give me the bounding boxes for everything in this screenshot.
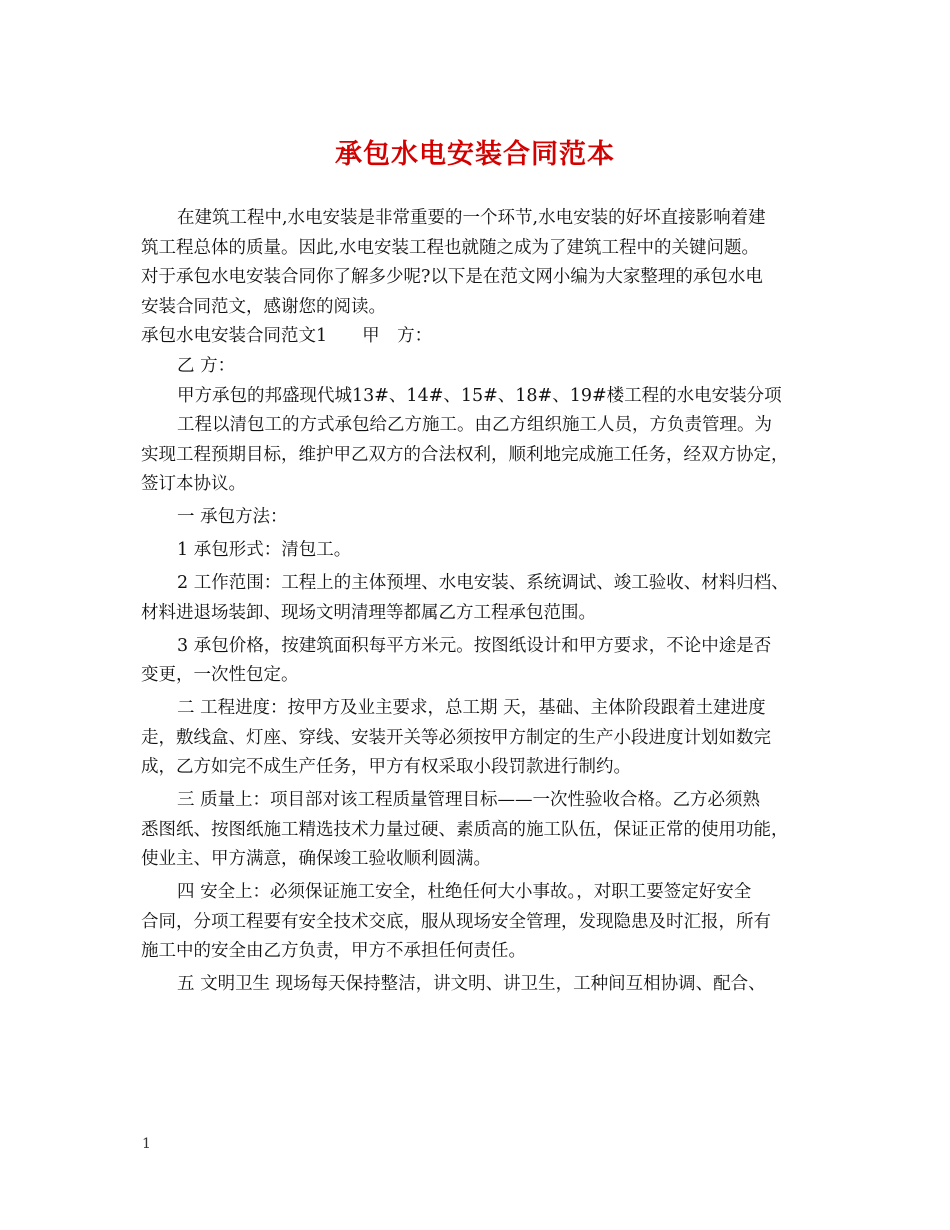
paragraph-line: 实现工程预期目标，维护甲乙双方的合法权利，顺利地完成施工任务，经双方协定， xyxy=(141,444,789,465)
paragraph-line: 3 承包价格，按建筑面积每平方米元。按图纸设计和甲方要求，不论中途是否 xyxy=(177,635,772,656)
page-title: 承包水电安装合同范本 xyxy=(335,139,615,170)
paragraph-line: 二 工程进度：按甲方及业主要求，总工期 天，基础、主体阶段跟着土建进度 xyxy=(177,697,766,718)
paragraph-line: 成，乙方如完不成生产任务，甲方有权采取小段罚款进行制约。 xyxy=(141,757,631,778)
paragraph-line: 施工中的安全由乙方负责，甲方不承担任何责任。 xyxy=(141,941,526,962)
paragraph-line: 安装合同范文，感谢您的阅读。 xyxy=(141,296,386,317)
paragraph-line: 变更，一次性包定。 xyxy=(141,665,299,686)
paragraph-line: 签订本协议。 xyxy=(141,474,246,495)
paragraph-line: 筑工程总体的质量。因此,水电安装工程也就随之成为了建筑工程中的关键问题。 xyxy=(141,237,760,258)
document-body xyxy=(141,204,813,1000)
paragraph-line: 走，敷线盒、灯座、穿线、安装开关等必须按甲方制定的生产小段进度计划如数完 xyxy=(141,727,771,748)
paragraph-line: 合同，分项工程要有安全技术交底，服从现场安全管理，发现隐患及时汇报，所有 xyxy=(141,911,771,932)
paragraph-line: 使业主、甲方满意，确保竣工验收顺利圆满。 xyxy=(141,849,491,870)
paragraph-line: 悉图纸、按图纸施工精选技术力量过硬、素质高的施工队伍，保证正常的使用功能， xyxy=(141,819,789,840)
paragraph-line: 工程以清包工的方式承包给乙方施工。由乙方组织施工人员，方负责管理。为 xyxy=(177,415,772,436)
paragraph-line: 甲方承包的邦盛现代城13#、14#、15#、18#、19#楼工程的水电安装分项 xyxy=(177,385,782,406)
section-heading: 承包水电安装合同范文1 甲 方： xyxy=(141,326,433,347)
paragraph-line: 2 工作范围：工程上的主体预埋、水电安装、系统调试、竣工验收、材料归档、 xyxy=(177,573,789,594)
paragraph-line: 材料进退场装卸、现场文明清理等都属乙方工程承包范围。 xyxy=(141,602,596,623)
paragraph-line: 乙 方： xyxy=(177,355,236,376)
page-number: 1 xyxy=(142,1136,151,1152)
paragraph-line: 对于承包水电安装合同你了解多少呢?以下是在范文网小编为大家整理的承包水电 xyxy=(141,267,763,288)
paragraph-line: 五 文明卫生 现场每天保持整洁，讲文明、讲卫生，工种间互相协调、配合、 xyxy=(177,974,766,995)
paragraph-line: 1 承包形式：清包工。 xyxy=(177,540,352,561)
paragraph-line: 四 安全上：必须保证施工安全，杜绝任何大小事故。，对职工要签定好安全 xyxy=(177,882,752,903)
paragraph-line: 三 质量上：项目部对该工程质量管理目标——一次性验收合格。乙方必须熟 xyxy=(177,790,761,811)
paragraph-line: 一 承包方法： xyxy=(177,507,288,528)
paragraph-line: 在建筑工程中,水电安装是非常重要的一个环节,水电安装的好坏直接影响着建 xyxy=(177,208,766,228)
